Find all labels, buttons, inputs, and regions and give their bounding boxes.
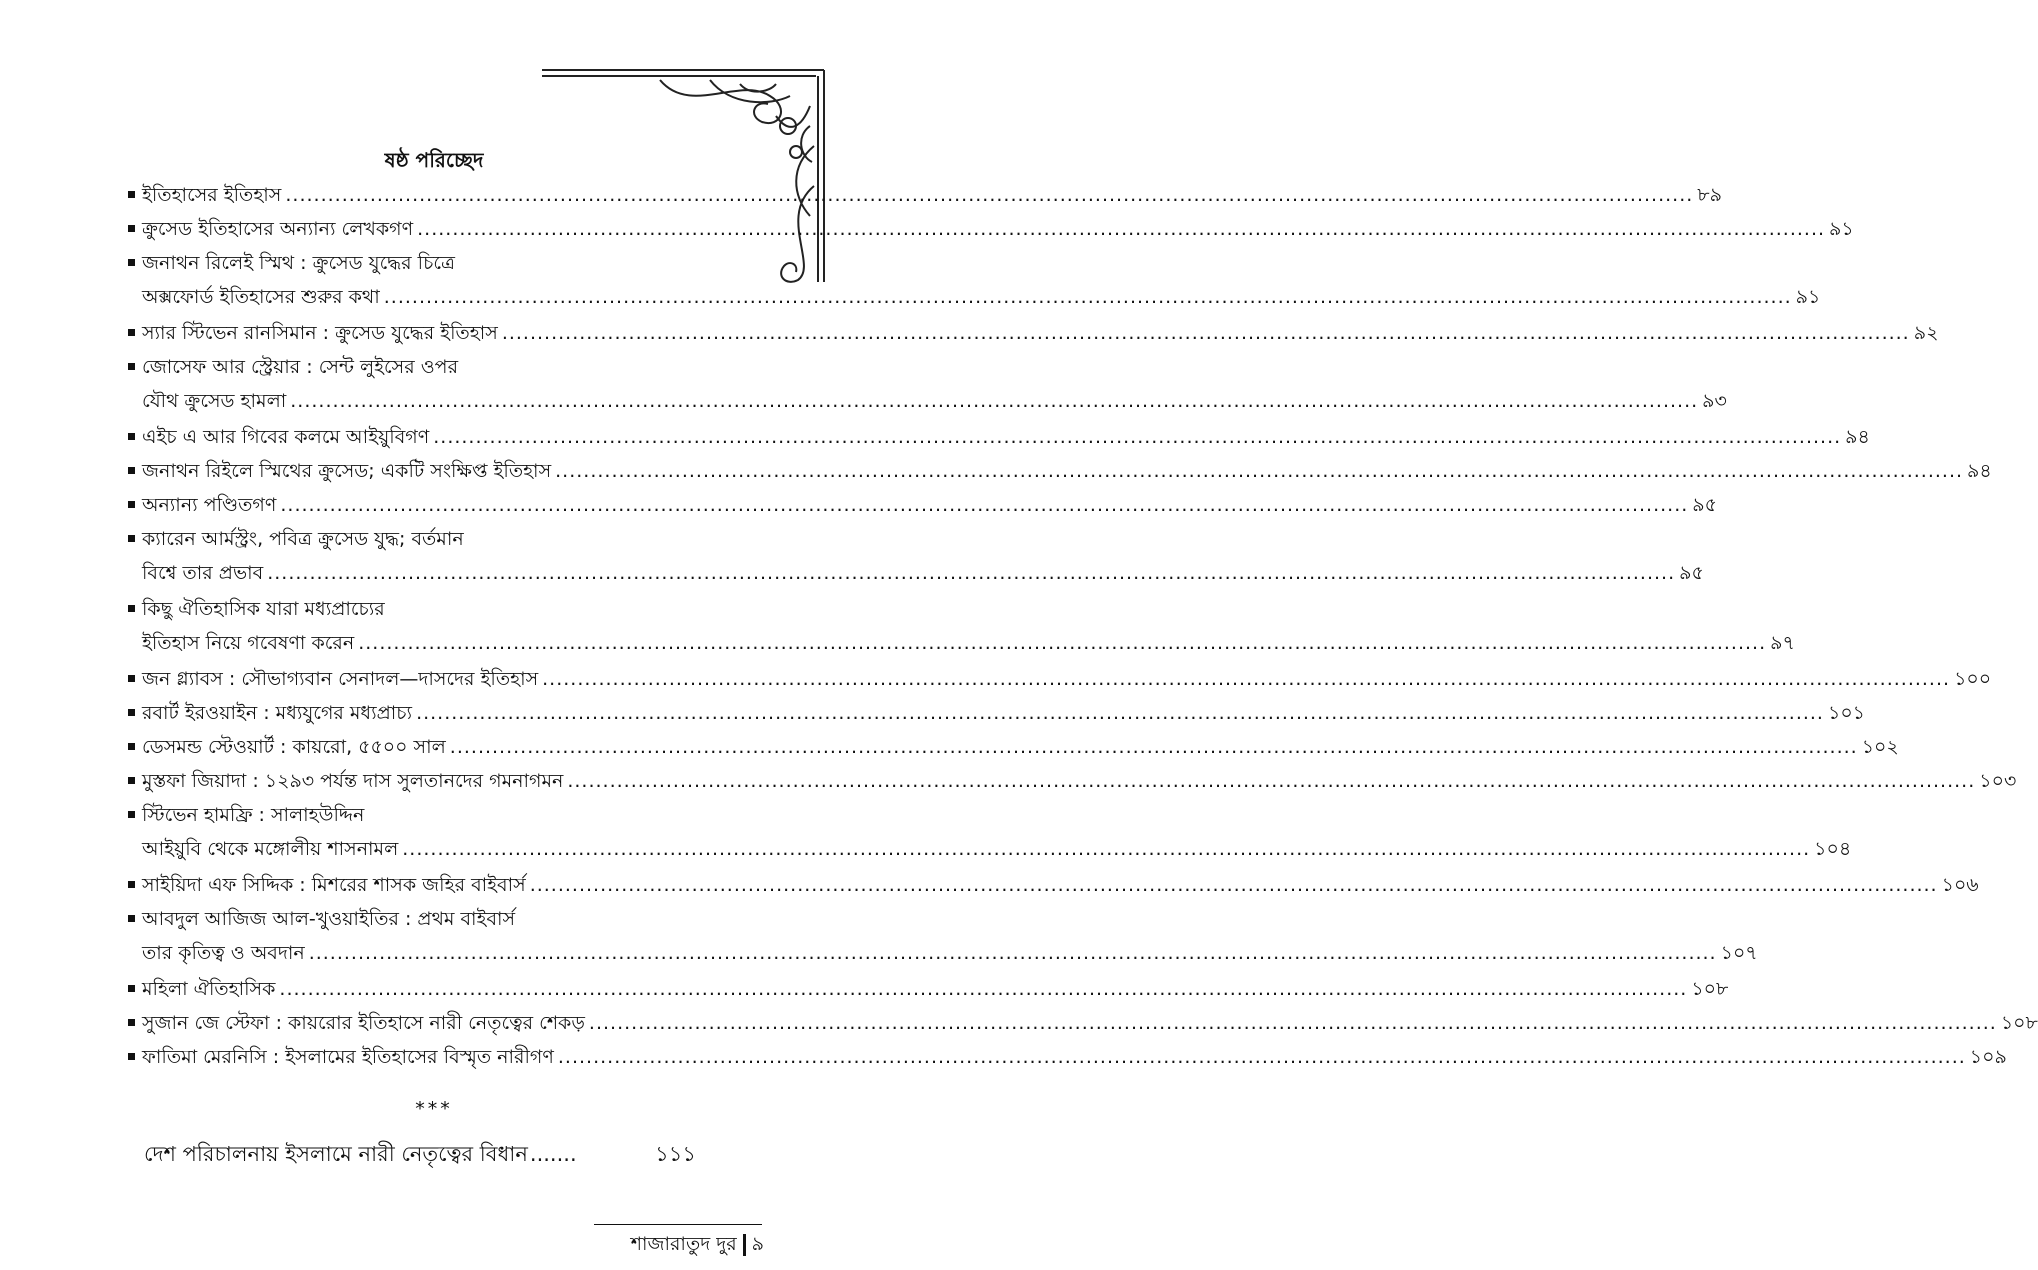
dot-leader: ........................................................................................................................................................................................................ [383, 286, 1792, 308]
dot-leader: ........................................................................................................................................................................................................ [285, 184, 1694, 206]
dot-leader: ........................................................................................................................................................................................................ [290, 390, 1699, 412]
toc-entry-page: ৯৭ [1770, 632, 1795, 654]
toc-entry-page: ৯১ [1829, 218, 1854, 240]
dot-leader: ........................................................................................................................................................................................................ [449, 736, 1858, 758]
dot-leader: ........................................................................................................................................................................................................ [433, 426, 1842, 448]
toc-entry-title-line: ক্রুসেড ইতিহাসের অন্যান্য লেখকগণ [142, 218, 414, 240]
toc-entry[interactable] [128, 454, 1992, 488]
dot-leader: ........................................................................................................................................................................................................ [267, 562, 1676, 584]
toc-entry-title-line: অক্সফোর্ড ইতিহাসের শুরুর কথা [142, 286, 380, 308]
bullet-icon [128, 915, 135, 922]
bullet-icon [128, 605, 135, 612]
dot-leader: ........................................................................................................................................................................................................ [402, 838, 1811, 860]
page-footer [631, 1230, 764, 1262]
final-entry-dots: ....... [529, 1142, 577, 1166]
final-entry-page: ১১১ [655, 1142, 696, 1166]
final-entry-title: দেশ পরিচালনায় ইসলামে নারী নেতৃত্বের বিধান [144, 1142, 528, 1166]
dot-leader: ........................................................................................................................................................................................................ [501, 322, 1910, 344]
toc-entry-page: ৯৩ [1702, 390, 1727, 412]
toc-entry[interactable] [128, 178, 1722, 212]
toc-entry-title-line: ফাতিমা মেরনিসি : ইসলামের ইতিহাসের বিস্মৃত নারীগণ [142, 1046, 554, 1068]
bullet-icon [128, 1053, 135, 1060]
toc-entry-title-line: জন গ্ল্যাবস : সৌভাগ্যবান সেনাদল—দাসদের ইতিহাস [142, 668, 539, 690]
toc-entry-page: ১০৩ [1979, 770, 2017, 792]
dot-leader: ........................................................................................................................................................................................................ [555, 460, 1964, 482]
chapter-heading: ষষ্ঠ পরিচ্ছেদ [384, 148, 484, 172]
bullet-icon [128, 433, 135, 440]
bullet-icon [128, 259, 135, 266]
toc-entry-page: ১০১ [1827, 702, 1865, 724]
bullet-icon [128, 329, 135, 336]
dot-leader: ........................................................................................................................................................................................................ [416, 702, 1824, 724]
toc-entry-title-line: জনাথন রিলেই স্মিথ : ক্রুসেড যুদ্ধের চিত্রে [142, 252, 455, 274]
toc-entry-title-line: ক্যারেন আর্মস্ট্রং, পবিত্র ক্রুসেড যুদ্ধ; বর্তমান [142, 528, 464, 550]
toc-entry[interactable] [128, 730, 1899, 764]
bullet-icon [128, 535, 135, 542]
toc-entry-page: ১০৬ [1941, 874, 1979, 896]
dot-leader: ........................................................................................................................................................................................................ [279, 978, 1688, 1000]
dot-leader: ........................................................................................................................................................................................................ [567, 770, 1976, 792]
dot-leader: ........................................................................................................................................................................................................ [417, 218, 1826, 240]
toc-entry-title-line: ডেসমন্ড স্টেওয়ার্ট : কায়রো, ৫৫০০ সাল [142, 736, 446, 758]
toc-entry[interactable] [128, 1006, 2038, 1040]
toc-entry-title-line: ইতিহাস নিয়ে গবেষণা করেন [142, 632, 355, 654]
section-separator: *** [415, 1098, 453, 1120]
toc-entry[interactable] [128, 798, 1852, 868]
bullet-icon [128, 191, 135, 198]
toc-entry[interactable] [128, 316, 1939, 350]
toc-entry-page: ১০৮ [1691, 978, 1729, 1000]
footer-divider [743, 1234, 746, 1256]
bullet-icon [128, 467, 135, 474]
toc-entry-page: ১০২ [1861, 736, 1899, 758]
toc-entry-page: ৯৪ [1845, 426, 1870, 448]
toc-entry[interactable] [128, 1040, 2007, 1074]
toc-entry-title-line: জোসেফ আর স্ট্রেয়ার : সেন্ট লুইসের ওপর [142, 356, 459, 378]
toc-entry-page: ১০৮ [2000, 1012, 2038, 1034]
toc-entry-page: ৯২ [1913, 322, 1939, 344]
toc-entry[interactable] [128, 246, 1821, 316]
toc-entry-title-line: বিশ্বে তার প্রভাব [142, 562, 264, 584]
bullet-icon [128, 675, 135, 682]
toc-entry-title-line: আবদুল আজিজ আল-খুওয়াইতির : প্রথম বাইবার্স [142, 908, 516, 930]
footer-rule [594, 1224, 762, 1225]
toc-entry[interactable] [128, 212, 1854, 246]
toc-entry-title-line: স্যার স্টিভেন রানসিমান : ক্রুসেড যুদ্ধের ইতিহাস [142, 322, 498, 344]
footer-book-title: শাজারাতুদ দুর [630, 1233, 737, 1255]
bullet-icon [128, 777, 135, 784]
dot-leader: ........................................................................................................................................................................................................ [308, 942, 1717, 964]
toc-entry[interactable] [128, 868, 1979, 902]
toc-entry-page: ৯৫ [1692, 494, 1717, 516]
toc-entry-page: ৯১ [1795, 286, 1821, 308]
dot-leader: ........................................................................................................................................................................................................ [542, 668, 1951, 690]
bullet-icon [128, 225, 135, 232]
dot-leader: ........................................................................................................................................................................................................ [280, 494, 1689, 516]
toc-entry-page: ১০৪ [1814, 838, 1852, 860]
toc-entry-title-line: মহিলা ঐতিহাসিক [142, 978, 276, 1000]
toc-entry[interactable] [128, 350, 1727, 420]
toc-entry-title-line: কিছু ঐতিহাসিক যারা মধ্যপ্রাচ্যের [142, 598, 385, 620]
bullet-icon [128, 811, 135, 818]
toc-entry-title-line: অন্যান্য পণ্ডিতগণ [142, 494, 277, 516]
toc-entry[interactable] [128, 696, 1865, 730]
toc-entry[interactable] [128, 972, 1729, 1006]
bullet-icon [128, 743, 135, 750]
toc-entry-page: ১০০ [1954, 668, 1992, 690]
bullet-icon [128, 985, 135, 992]
footer-page-number: ৯ [751, 1233, 764, 1255]
bullet-icon [128, 363, 135, 370]
toc-entry[interactable] [128, 764, 2017, 798]
toc-entry-title-line: সাইয়িদা এফ সিদ্দিক : মিশরের শাসক জহির বাইবার্স [142, 874, 526, 896]
toc-entry-page: ৯৫ [1679, 562, 1704, 584]
bullet-icon [128, 881, 135, 888]
bullet-icon [128, 1019, 135, 1026]
toc-entry-title-line: সুজান জে স্টেফা : কায়রোর ইতিহাসে নারী নেতৃত্বের শেকড় [142, 1012, 585, 1034]
toc-entry-page: ১০৭ [1720, 942, 1758, 964]
dot-leader: ........................................................................................................................................................................................................ [358, 632, 1767, 654]
toc-entry[interactable] [128, 902, 1758, 972]
toc-entry-title-line: রবার্ট ইরওয়াইন : মধ্যযুগের মধ্যপ্রাচ্য [142, 702, 413, 724]
toc-entry-title-line: জনাথন রিইলে স্মিথের ক্রুসেড; একটি সংক্ষিপ্ত ইতিহাস [142, 460, 552, 482]
toc-entry[interactable] [128, 488, 1717, 522]
toc-entry-title-line: তার কৃতিত্ব ও অবদান [142, 942, 305, 964]
toc-entry-title-line: মুস্তফা জিয়াদা : ১২৯৩ পর্যন্ত দাস সুলতানদের গমনাগমন [142, 770, 564, 792]
toc-entry-title-line: আইয়ুবি থেকে মঙ্গোলীয় শাসনামল [142, 838, 399, 860]
toc-entry-title-line: এইচ এ আর গিবের কলমে আইয়ুবিগণ [142, 426, 430, 448]
toc-entry[interactable] [128, 420, 1870, 454]
bullet-icon [128, 501, 135, 508]
toc-entry-title-line: ইতিহাসের ইতিহাস [142, 184, 282, 206]
toc-entry-page: ৯৪ [1967, 460, 1992, 482]
toc-entry-title-line: স্টিভেন হামফ্রি : সালাহউদ্দিন [142, 804, 365, 826]
table-of-contents [128, 178, 2038, 1074]
toc-entry-page: ৮৯ [1697, 184, 1722, 206]
bullet-icon [128, 709, 135, 716]
toc-entry[interactable] [128, 662, 1992, 696]
toc-entry[interactable] [128, 522, 1704, 592]
final-toc-entry[interactable] [144, 1138, 696, 1173]
toc-entry-title-line: যৌথ ক্রুসেড হামলা [142, 390, 287, 412]
toc-entry-page: ১০৯ [1969, 1046, 2007, 1068]
toc-entry[interactable] [128, 592, 1795, 662]
dot-leader: ........................................................................................................................................................................................................ [557, 1046, 1966, 1068]
dot-leader: ........................................................................................................................................................................................................ [588, 1012, 1997, 1034]
dot-leader: ........................................................................................................................................................................................................ [529, 874, 1938, 896]
